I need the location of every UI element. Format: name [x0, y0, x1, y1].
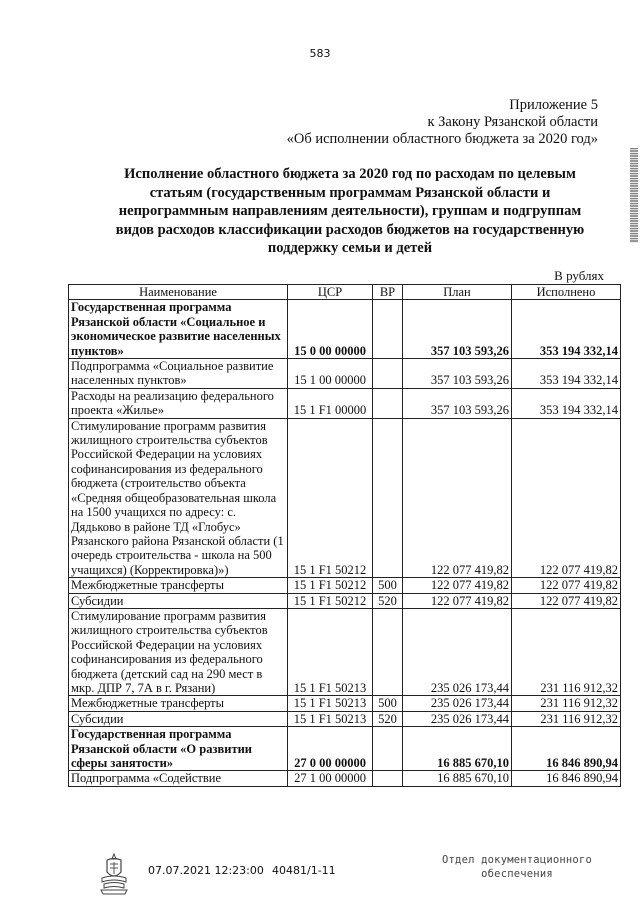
header-name: Наименование	[69, 285, 288, 300]
title-line: статьям (государственным программам Рязанской области и	[149, 184, 551, 201]
cell-csr: 15 1 F1 50213	[288, 711, 373, 726]
cell-plan: 357 103 593,26	[403, 359, 512, 389]
table-row	[69, 418, 621, 577]
table-row	[69, 359, 621, 389]
cell-done: 16 846 890,94	[512, 771, 621, 786]
table-row	[69, 608, 621, 695]
cell-name: Подпрограмма «Содействие	[69, 771, 288, 786]
cell-plan: 122 077 419,82	[403, 578, 512, 593]
table-row	[69, 696, 621, 711]
cell-name: Субсидии	[69, 593, 288, 608]
header-vr: ВР	[373, 285, 403, 300]
cell-csr: 15 1 F1 50212	[288, 578, 373, 593]
cell-vr	[373, 727, 403, 771]
table-row	[69, 771, 621, 786]
cell-name: Государственная программа Рязанской области «Социальное и экономическое развитие населенных пунктов»	[69, 300, 288, 359]
cell-name: Межбюджетные трансферты	[69, 578, 288, 593]
table-row	[69, 593, 621, 608]
cell-plan: 16 885 670,10	[403, 727, 512, 771]
coat-of-arms-logo	[98, 852, 130, 896]
cell-csr: 15 1 F1 00000	[288, 388, 373, 418]
table-row	[69, 388, 621, 418]
cell-plan: 122 077 419,82	[403, 593, 512, 608]
appendix-header	[287, 97, 598, 148]
table-row	[69, 711, 621, 726]
cell-done: 353 194 332,14	[512, 359, 621, 389]
table-row	[69, 300, 621, 359]
cell-done: 353 194 332,14	[512, 388, 621, 418]
document-title	[80, 165, 620, 258]
page-number: 583	[309, 47, 331, 60]
cell-csr: 27 1 00 00000	[288, 771, 373, 786]
cell-name: Государственная программа Рязанской области «О развитии сферы занятости»	[69, 727, 288, 771]
cell-vr: 500	[373, 696, 403, 711]
table-header-row	[69, 285, 621, 300]
table-row	[69, 578, 621, 593]
table-row	[69, 727, 621, 771]
cell-vr	[373, 300, 403, 359]
footer-doc-id: 40481/1-11	[272, 864, 336, 877]
cell-csr: 15 1 F1 50212	[288, 418, 373, 577]
header-done: Исполнено	[512, 285, 621, 300]
cell-vr: 520	[373, 711, 403, 726]
cell-name: Межбюджетные трансферты	[69, 696, 288, 711]
footer-datetime: 07.07.2021 12:23:00	[148, 864, 264, 877]
cell-done: 122 077 419,82	[512, 578, 621, 593]
appendix-line-2: к Закону Рязанской области	[427, 114, 598, 130]
cell-plan: 357 103 593,26	[403, 388, 512, 418]
cell-csr: 27 0 00 00000	[288, 727, 373, 771]
header-plan: План	[403, 285, 512, 300]
cell-done: 231 116 912,32	[512, 608, 621, 695]
cell-csr: 15 1 F1 50213	[288, 696, 373, 711]
cell-done: 353 194 332,14	[512, 300, 621, 359]
cell-name: Стимулирование программ развития жилищного строительства субъектов Российской Федерации на условиях софинансирования из федерального бюджета (детский сад на 290 мест в мкр. ДПР 7, 7А в г. Рязани)	[69, 608, 288, 695]
cell-vr: 520	[373, 593, 403, 608]
header-csr: ЦСР	[288, 285, 373, 300]
title-line: видов расходов классификации расходов бюджетов на государственную	[115, 221, 585, 238]
cell-plan: 235 026 173,44	[403, 711, 512, 726]
department-stamp	[442, 853, 592, 881]
cell-vr	[373, 388, 403, 418]
title-line: поддержку семьи и детей	[267, 240, 433, 256]
title-line: Исполнение областного бюджета за 2020 год по расходам по целевым	[124, 166, 576, 182]
stamp-line-2: обеспечения	[481, 868, 553, 880]
cell-csr: 15 1 F1 50212	[288, 593, 373, 608]
cell-done: 122 077 419,82	[512, 418, 621, 577]
cell-vr	[373, 608, 403, 695]
cell-done: 231 116 912,32	[512, 711, 621, 726]
cell-done: 16 846 890,94	[512, 727, 621, 771]
cell-vr	[373, 418, 403, 577]
appendix-line-3: «Об исполнении областного бюджета за 2020 год»	[286, 131, 598, 147]
title-line: непрограммным направлениям деятельности), группам и подгруппам	[118, 203, 582, 219]
cell-done: 231 116 912,32	[512, 696, 621, 711]
units-label: В рублях	[554, 268, 604, 283]
cell-plan: 16 885 670,10	[403, 771, 512, 786]
cell-plan: 235 026 173,44	[403, 696, 512, 711]
cell-name: Стимулирование программ развития жилищного строительства субъектов Российской Федерации на условиях софинансирования из федерального бюджета (строительство объекта «Средняя общеобразовательная школа на 1500 учащихся по адресу: с. Дядьково в районе ТД «Глобус» Рязанского района Рязанской области (1 очередь строительства - школа на 500 учащихся) (Корректировка)»)	[69, 418, 288, 577]
cell-vr: 500	[373, 578, 403, 593]
cell-plan: 357 103 593,26	[403, 300, 512, 359]
cell-plan: 235 026 173,44	[403, 608, 512, 695]
cell-csr: 15 0 00 00000	[288, 300, 373, 359]
cell-name: Подпрограмма «Социальное развитие населенных пунктов»	[69, 359, 288, 389]
stamp-line-1: Отдел документационного	[442, 854, 592, 866]
budget-table	[68, 284, 621, 787]
cell-done: 122 077 419,82	[512, 593, 621, 608]
appendix-line-1: Приложение 5	[509, 97, 598, 113]
side-barcode	[630, 148, 638, 243]
cell-name: Субсидии	[69, 711, 288, 726]
cell-name: Расходы на реализацию федерального проекта «Жилье»	[69, 388, 288, 418]
cell-csr: 15 1 00 00000	[288, 359, 373, 389]
cell-plan: 122 077 419,82	[403, 418, 512, 577]
cell-vr	[373, 771, 403, 786]
cell-vr	[373, 359, 403, 389]
cell-csr: 15 1 F1 50213	[288, 608, 373, 695]
